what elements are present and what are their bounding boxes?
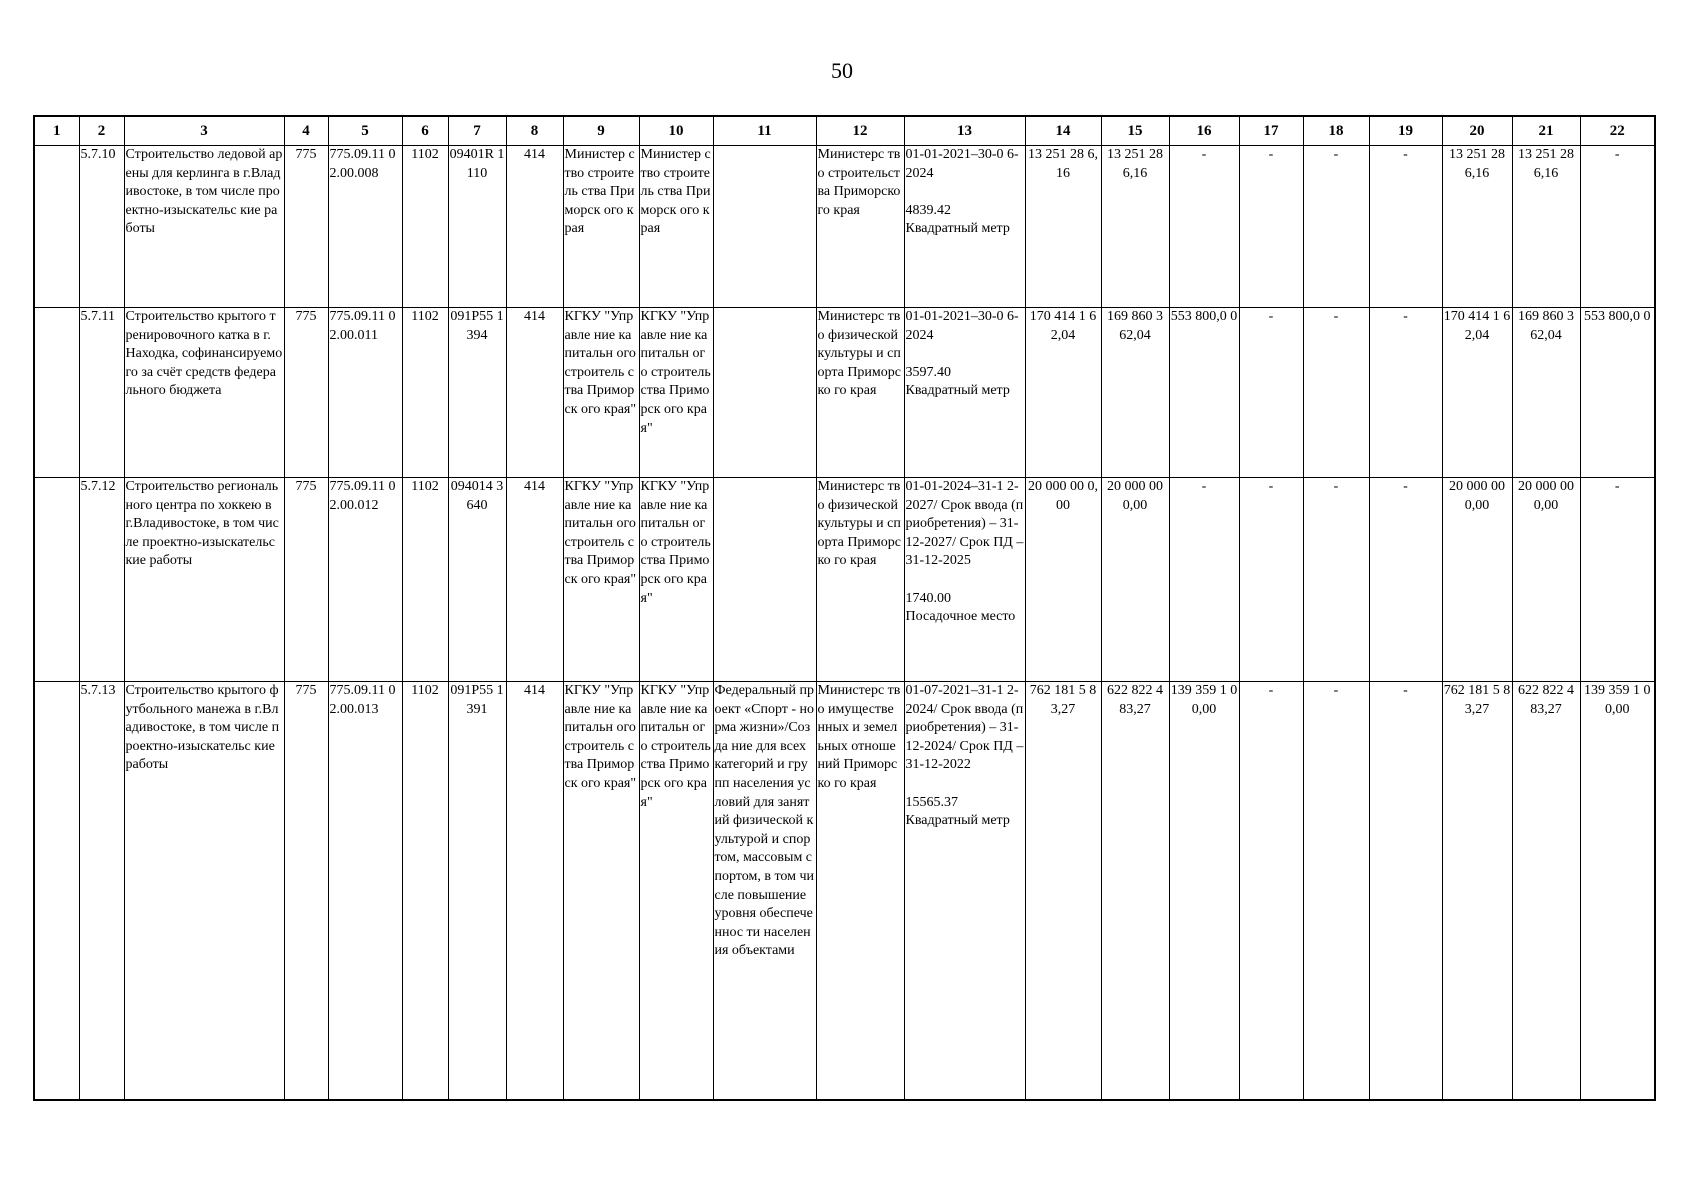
cell-col-20: 170 414 1 62,04 [1442, 308, 1512, 478]
cell-col-2: 5.7.12 [79, 478, 124, 682]
column-header-13: 13 [904, 116, 1025, 146]
cell-col-14: 20 000 00 0,00 [1025, 478, 1101, 682]
cell-col-8: 414 [506, 682, 563, 1100]
column-header-1: 1 [34, 116, 79, 146]
cell-col-22: - [1580, 146, 1655, 308]
cell-col-15: 13 251 28 6,16 [1101, 146, 1169, 308]
cell-col-20: 762 181 5 83,27 [1442, 682, 1512, 1100]
cell-col-17: - [1239, 308, 1303, 478]
cell-col-15: 20 000 00 0,00 [1101, 478, 1169, 682]
cell-col-13: 01-01-2021–30-0 6-2024 4839.42 Квадратный метр [904, 146, 1025, 308]
cell-col-16: 139 359 1 00,00 [1169, 682, 1239, 1100]
cell-col-20: 13 251 28 6,16 [1442, 146, 1512, 308]
cell-col-8: 414 [506, 308, 563, 478]
cell-col-4: 775 [284, 682, 328, 1100]
cell-col-1 [34, 682, 79, 1100]
budget-table [33, 115, 1656, 1101]
column-header-7: 7 [448, 116, 506, 146]
cell-col-6: 1102 [402, 478, 448, 682]
column-header-8: 8 [506, 116, 563, 146]
cell-col-11 [713, 146, 816, 308]
column-header-21: 21 [1512, 116, 1580, 146]
cell-col-5: 775.09.11 02.00.011 [328, 308, 402, 478]
cell-col-22: - [1580, 478, 1655, 682]
cell-col-17: - [1239, 478, 1303, 682]
column-header-6: 6 [402, 116, 448, 146]
table-row [34, 478, 1655, 682]
table-header [34, 116, 1655, 146]
column-header-19: 19 [1369, 116, 1442, 146]
column-header-16: 16 [1169, 116, 1239, 146]
cell-col-21: 169 860 3 62,04 [1512, 308, 1580, 478]
column-header-20: 20 [1442, 116, 1512, 146]
cell-col-7: 091P55 1394 [448, 308, 506, 478]
cell-col-16: - [1169, 146, 1239, 308]
cell-col-20: 20 000 00 0,00 [1442, 478, 1512, 682]
table-row [34, 308, 1655, 478]
column-header-5: 5 [328, 116, 402, 146]
cell-col-12: Министерс тво имуществе нных и земельных отношений Приморско го края [816, 682, 904, 1100]
cell-col-12: Министерс тво физической культуры и спорта Приморско го края [816, 478, 904, 682]
cell-col-14: 13 251 28 6,16 [1025, 146, 1101, 308]
column-header-10: 10 [639, 116, 713, 146]
column-header-4: 4 [284, 116, 328, 146]
column-header-22: 22 [1580, 116, 1655, 146]
cell-col-7: 091P55 1391 [448, 682, 506, 1100]
column-header-2: 2 [79, 116, 124, 146]
cell-col-6: 1102 [402, 682, 448, 1100]
cell-col-7: 094014 3640 [448, 478, 506, 682]
column-header-12: 12 [816, 116, 904, 146]
cell-col-10: КГКУ "Управле ние капитальн ого строитель ства Приморск ого края" [639, 478, 713, 682]
column-header-17: 17 [1239, 116, 1303, 146]
cell-col-9: КГКУ "Управле ние капитальн ого строитель ства Приморск ого края" [563, 478, 639, 682]
cell-col-12: Министерс тво строительст ва Приморско го края [816, 146, 904, 308]
column-header-15: 15 [1101, 116, 1169, 146]
cell-col-22: 553 800,0 0 [1580, 308, 1655, 478]
cell-col-5: 775.09.11 02.00.013 [328, 682, 402, 1100]
cell-col-1 [34, 146, 79, 308]
cell-col-1 [34, 478, 79, 682]
cell-col-9: Министер ство строитель ства Приморск ого края [563, 146, 639, 308]
cell-col-13: 01-01-2024–31-1 2-2027/ Срок ввода (приобретения) – 31-12-2027/ Срок ПД – 31-12-2025 1740.00 Посадочное место [904, 478, 1025, 682]
cell-col-6: 1102 [402, 146, 448, 308]
column-header-9: 9 [563, 116, 639, 146]
cell-col-10: КГКУ "Управле ние капитальн ого строитель ства Приморск ого края" [639, 308, 713, 478]
cell-col-11 [713, 308, 816, 478]
cell-col-6: 1102 [402, 308, 448, 478]
cell-col-12: Министерс тво физической культуры и спорта Приморско го края [816, 308, 904, 478]
cell-col-18: - [1303, 478, 1369, 682]
cell-col-22: 139 359 1 00,00 [1580, 682, 1655, 1100]
cell-col-21: 13 251 28 6,16 [1512, 146, 1580, 308]
cell-col-4: 775 [284, 308, 328, 478]
cell-col-8: 414 [506, 478, 563, 682]
cell-col-4: 775 [284, 478, 328, 682]
cell-col-13: 01-07-2021–31-1 2-2024/ Срок ввода (приобретения) – 31-12-2024/ Срок ПД – 31-12-2022 15565.37 Квадратный метр [904, 682, 1025, 1100]
cell-col-19: - [1369, 146, 1442, 308]
cell-col-14: 170 414 1 62,04 [1025, 308, 1101, 478]
cell-col-13: 01-01-2021–30-0 6-2024 3597.40 Квадратный метр [904, 308, 1025, 478]
page-number: 50 [831, 58, 853, 83]
cell-col-19: - [1369, 308, 1442, 478]
cell-col-15: 622 822 4 83,27 [1101, 682, 1169, 1100]
table-body [34, 146, 1655, 1100]
cell-col-8: 414 [506, 146, 563, 308]
cell-col-4: 775 [284, 146, 328, 308]
cell-col-2: 5.7.11 [79, 308, 124, 478]
cell-col-17: - [1239, 682, 1303, 1100]
cell-col-18: - [1303, 308, 1369, 478]
cell-col-5: 775.09.11 02.00.008 [328, 146, 402, 308]
cell-col-9: КГКУ "Управле ние капитальн ого строитель ства Приморск ого края" [563, 308, 639, 478]
cell-col-15: 169 860 3 62,04 [1101, 308, 1169, 478]
cell-col-7: 09401R 1110 [448, 146, 506, 308]
cell-col-18: - [1303, 682, 1369, 1100]
column-header-18: 18 [1303, 116, 1369, 146]
cell-col-3: Строительство крытого футбольного манежа в г.Владивостоке, в том числе проектно-изыскательс кие работы [124, 682, 284, 1100]
cell-col-16: - [1169, 478, 1239, 682]
cell-col-21: 622 822 4 83,27 [1512, 682, 1580, 1100]
cell-col-19: - [1369, 478, 1442, 682]
cell-col-18: - [1303, 146, 1369, 308]
column-header-14: 14 [1025, 116, 1101, 146]
cell-col-9: КГКУ "Управле ние капитальн ого строитель ства Приморск ого края" [563, 682, 639, 1100]
table-row [34, 146, 1655, 308]
cell-col-10: Министер ство строитель ства Приморск ого края [639, 146, 713, 308]
table-row [34, 682, 1655, 1100]
cell-col-3: Строительство ледовой арены для керлинга в г.Владивостоке, в том числе проектно-изыскательс кие работы [124, 146, 284, 308]
column-header-11: 11 [713, 116, 816, 146]
cell-col-2: 5.7.13 [79, 682, 124, 1100]
cell-col-21: 20 000 00 0,00 [1512, 478, 1580, 682]
cell-col-2: 5.7.10 [79, 146, 124, 308]
cell-col-11: Федеральный проект «Спорт - норма жизни»/Созда ние для всех категорий и групп населения условий для занятий физической культурой и спортом, массовым спортом, в том числе повышение уровня обеспеченнос ти населения объектами [713, 682, 816, 1100]
cell-col-1 [34, 308, 79, 478]
cell-col-19: - [1369, 682, 1442, 1100]
cell-col-10: КГКУ "Управле ние капитальн ого строитель ства Приморск ого края" [639, 682, 713, 1100]
cell-col-17: - [1239, 146, 1303, 308]
cell-col-16: 553 800,0 0 [1169, 308, 1239, 478]
cell-col-3: Строительство крытого тренировочного катка в г. Находка, софинансируемого за счёт средств федерального бюджета [124, 308, 284, 478]
cell-col-5: 775.09.11 02.00.012 [328, 478, 402, 682]
cell-col-14: 762 181 5 83,27 [1025, 682, 1101, 1100]
column-header-3: 3 [124, 116, 284, 146]
cell-col-11 [713, 478, 816, 682]
cell-col-3: Строительство регионального центра по хоккею в г.Владивостоке, в том числе проектно-изыскательс кие работы [124, 478, 284, 682]
